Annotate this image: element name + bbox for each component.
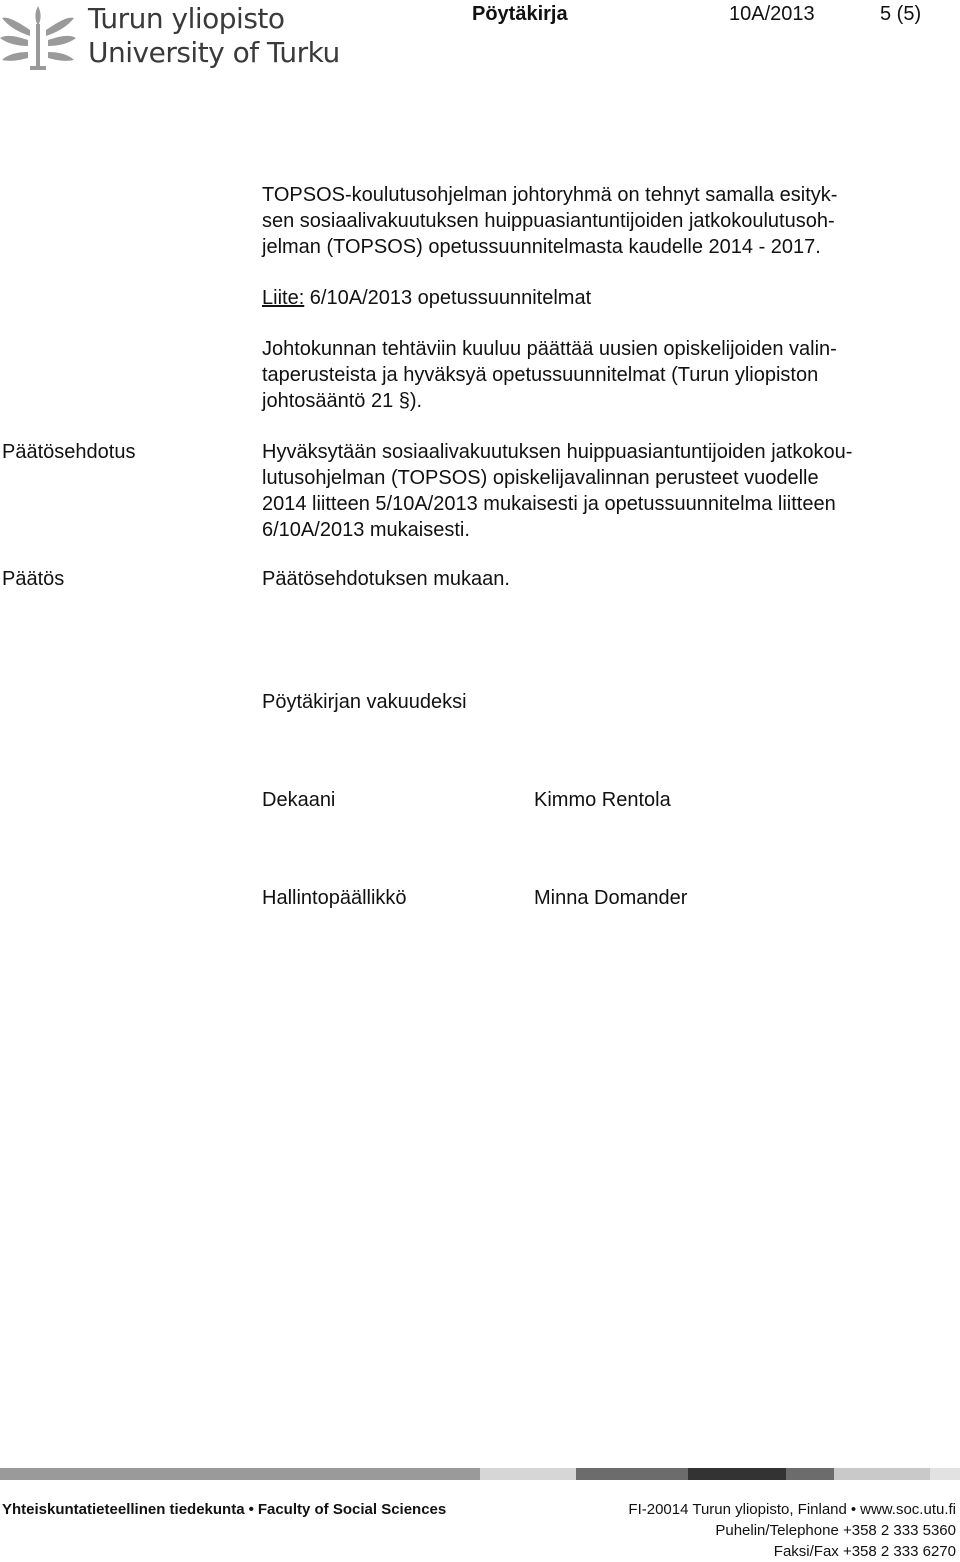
university-logo (0, 0, 340, 72)
proposal-line: 2014 liitteen 5/10A/2013 mukaisesti ja opetussuunnitelma liitteen (262, 493, 836, 515)
decision-label: Päätös (2, 568, 65, 590)
logo-text-english: University of Turku (88, 36, 340, 69)
duties-line: Johtokunnan tehtäviin kuuluu päättää uusien opiskelijoiden valin- (262, 338, 837, 360)
intro-line: sen sosiaalivakuutuksen huippuasiantuntijoiden jatkokoulutusoh- (262, 210, 835, 232)
footer-bar-segment (834, 1468, 930, 1480)
footer-bullet: • (248, 1501, 254, 1518)
footer-faculty (2, 1500, 446, 1520)
faculty-english: Faculty of Social Sciences (257, 1501, 447, 1518)
footer-phone: Puhelin/Telephone +358 2 333 5360 (715, 1522, 956, 1539)
footer-bullet: • (850, 1501, 857, 1518)
torch-emblem-icon (0, 0, 76, 72)
signer-title: Dekaani (262, 789, 336, 811)
footer-bar-segment (576, 1468, 688, 1480)
proposal-label: Päätösehdotus (2, 441, 136, 463)
duties-paragraph (262, 336, 932, 414)
faculty-finnish: Yhteiskuntatieteellinen tiedekunta (2, 1501, 245, 1518)
proposal-line: lutusohjelman (TOPSOS) opiskelijavalinnan perusteet vuodelle (262, 467, 819, 489)
footer-bar-segment (0, 1468, 480, 1480)
attachment-text: 6/10A/2013 opetussuunnitelmat (304, 287, 592, 309)
logo-text-finnish: Turun yliopisto (88, 2, 285, 35)
signature-heading: Pöytäkirjan vakuudeksi (262, 691, 467, 713)
intro-line: jelman (TOPSOS) opetussuunnitelmasta kaudelle 2014 - 2017. (262, 236, 821, 258)
proposal-line: 6/10A/2013 mukaisesti. (262, 519, 470, 541)
signer-title: Hallintopäällikkö (262, 887, 407, 909)
proposal-paragraph (262, 439, 932, 543)
attachment-label: Liite: (262, 287, 305, 309)
document-number: 10A/2013 (729, 3, 815, 25)
postal-address: FI-20014 Turun yliopisto, Finland (628, 1501, 847, 1518)
decision-text: Päätösehdotuksen mukaan. (262, 568, 510, 590)
attachment-line (262, 285, 932, 311)
proposal-line: Hyväksytään sosiaalivakuutuksen huippuasiantuntijoiden jatkokou- (262, 441, 853, 463)
footer-fax: Faksi/Fax +358 2 333 6270 (773, 1543, 956, 1560)
signer-name: Minna Domander (534, 887, 688, 909)
footer-bar-segment (480, 1468, 576, 1480)
intro-paragraph (262, 182, 932, 260)
footer-bar-segment (786, 1468, 834, 1480)
duties-line: taperusteista ja hyväksyä opetussuunnitelmat (Turun yliopiston (262, 364, 819, 386)
footer-address (628, 1500, 956, 1520)
footer-bar-segment (688, 1468, 786, 1480)
page-number: 5 (5) (880, 3, 922, 25)
duties-line: johtosääntö 21 §). (262, 390, 423, 412)
signer-name: Kimmo Rentola (534, 789, 671, 811)
document-type: Pöytäkirja (472, 3, 568, 25)
footer-bar-segment (930, 1468, 960, 1480)
intro-line: TOPSOS-koulutusohjelman johtoryhmä on tehnyt samalla esityk- (262, 184, 838, 206)
website-link[interactable]: www.soc.utu.fi (860, 1501, 956, 1518)
